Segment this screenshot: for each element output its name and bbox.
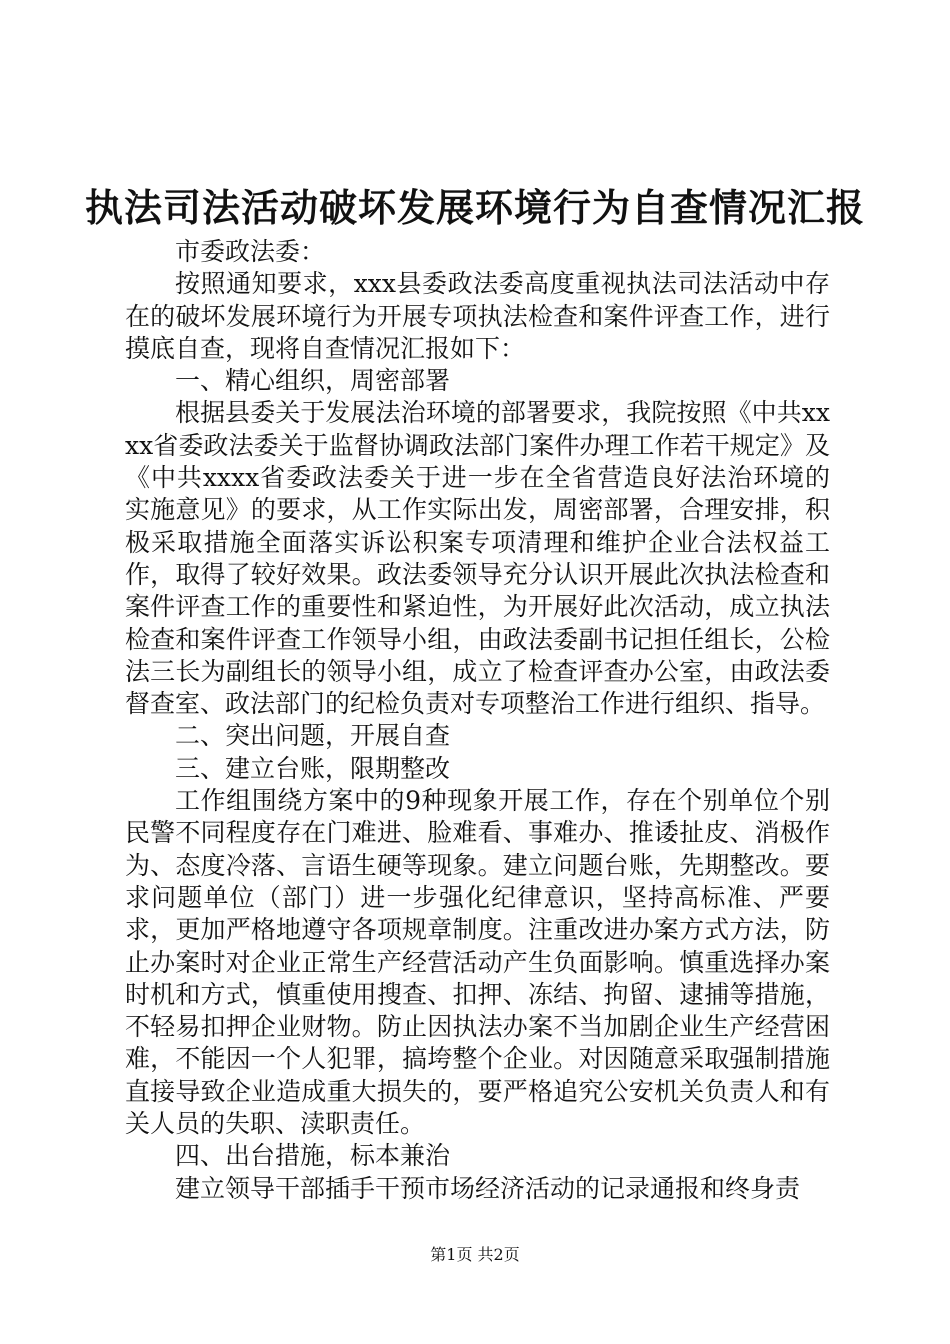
page-number: 第1页 共2页 [430, 1245, 520, 1264]
section-heading-3: 三、建立台账，限期整改 [175, 753, 451, 783]
section-heading-2: 二、突出问题，开展自查 [175, 721, 451, 751]
intro-paragraph: 按照通知要求，xxx县委政法委高度重视执法司法活动中存在的破坏发展环境行为开展专项执法检查和案件评查工作，进行摸底自查，现将自查情况汇报如下： [125, 269, 830, 363]
section-3-paragraph: 工作组围绕方案中的9种现象开展工作，存在个别单位个别民警不同程度存在门难进、脸难看、事难办、推诿扯皮、消极作为、态度冷落、言语生硬等现象。建立问题台账，先期整改。要求问题单位（部门）进一步强化纪律意识，坚持高标准、严要求，更加严格地遵守各项规章制度。注重改进办案方式方法，防止办案时对企业正常生产经营活动产生负面影响。慎重选择办案时机和方式，慎重使用搜查、扣押、冻结、拘留、逮捕等措施，不轻易扣押企业财物。防止因执法办案不当加剧企业生产经营困难，不能因一个人犯罪，搞垮整个企业。对因随意采取强制措施直接导致企业造成重大损失的，要严格追究公安机关负责人和有关人员的失职、渎职责任。 [125, 786, 830, 1139]
section-heading-1: 一、精心组织，周密部署 [175, 366, 451, 396]
document-title: 执法司法活动破坏发展环境行为自查情况汇报 [84, 185, 865, 230]
section-heading-4: 四、出台措施，标本兼治 [175, 1141, 451, 1171]
document-body [125, 236, 830, 1205]
section-1-paragraph: 根据县委关于发展法治环境的部署要求，我院按照《中共xxxx省委政法委关于监督协调政法部门案件办理工作若干规定》及《中共xxxx省委政法委关于进一步在全省营造良好法治环境的实施意见》的要求，从工作实际出发，周密部署，合理安排，积极采取措施全面落实诉讼积案专项清理和维护企业合法权益工作，取得了较好效果。政法委领导充分认识开展此次执法检查和案件评查工作的重要性和紧迫性，为开展好此次活动，成立执法检查和案件评查工作领导小组，由政法委副书记担任组长，公检法三长为副组长的领导小组，成立了检查评查办公室，由政法委督查室、政法部门的纪检负责对专项整治工作进行组织、指导。 [125, 398, 830, 719]
section-4-paragraph: 建立领导干部插手干预市场经济活动的记录通报和终身责 [175, 1173, 801, 1203]
salutation: 市委政法委： [175, 237, 326, 266]
